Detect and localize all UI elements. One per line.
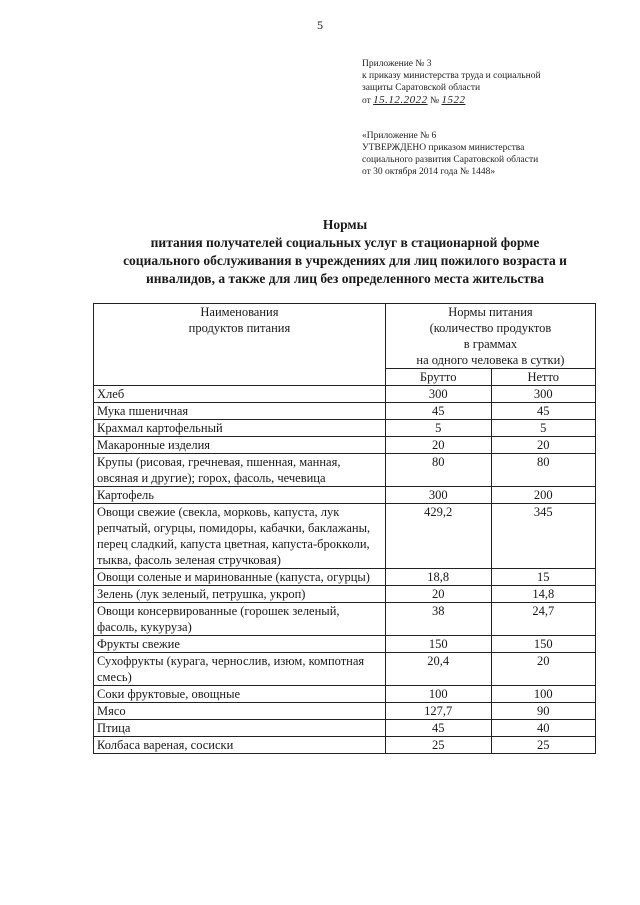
header-norms bbox=[385, 304, 595, 369]
product-name-cell: Макаронные изделия bbox=[94, 437, 386, 454]
brutto-cell: 18,8 bbox=[385, 569, 491, 586]
brutto-cell: 429,2 bbox=[385, 504, 491, 569]
brutto-cell: 100 bbox=[385, 686, 491, 703]
table-row bbox=[94, 603, 596, 636]
table-row bbox=[94, 653, 596, 686]
order-number: 1522 bbox=[441, 94, 466, 106]
brutto-cell: 5 bbox=[385, 420, 491, 437]
netto-cell: 20 bbox=[491, 653, 596, 686]
brutto-cell: 150 bbox=[385, 636, 491, 653]
netto-cell: 15 bbox=[491, 569, 596, 586]
header-text: продуктов питания bbox=[188, 321, 291, 335]
product-name-cell: Мясо bbox=[94, 703, 386, 720]
table-row bbox=[94, 403, 596, 420]
order-date: 15.12.2022 bbox=[373, 94, 428, 106]
appendix-original-block bbox=[362, 130, 538, 178]
brutto-cell: 20 bbox=[385, 437, 491, 454]
title-line: инвалидов, а также для лиц без определенного места жительства bbox=[145, 271, 545, 286]
date-prefix: от bbox=[362, 96, 371, 106]
appendix-line: к приказу министерства труда и социальной bbox=[362, 71, 541, 81]
netto-cell: 100 bbox=[491, 686, 596, 703]
netto-cell: 20 bbox=[491, 437, 596, 454]
netto-cell: 300 bbox=[491, 386, 596, 403]
netto-cell: 25 bbox=[491, 737, 596, 754]
table-body bbox=[94, 386, 596, 754]
netto-cell: 345 bbox=[491, 504, 596, 569]
appendix-line: защиты Саратовской области bbox=[362, 83, 481, 93]
appendix-date-line bbox=[362, 94, 541, 107]
product-name-cell: Колбаса вареная, сосиски bbox=[94, 737, 386, 754]
product-name-cell: Картофель bbox=[94, 487, 386, 504]
page-number: 5 bbox=[317, 18, 323, 32]
netto-cell: 200 bbox=[491, 487, 596, 504]
netto-cell: 24,7 bbox=[491, 603, 596, 636]
product-name-cell: Соки фруктовые, овощные bbox=[94, 686, 386, 703]
netto-cell: 40 bbox=[491, 720, 596, 737]
appendix-line: Приложение № 3 bbox=[362, 59, 432, 69]
header-text: (количество продуктов bbox=[429, 321, 552, 335]
netto-cell: 45 bbox=[491, 403, 596, 420]
product-name-cell: Хлеб bbox=[94, 386, 386, 403]
table-row bbox=[94, 703, 596, 720]
header-text: Наименования bbox=[200, 305, 279, 319]
brutto-cell: 80 bbox=[385, 454, 491, 487]
document-title bbox=[90, 216, 600, 288]
netto-cell: 5 bbox=[491, 420, 596, 437]
product-name-cell: Сухофрукты (курага, чернослив, изюм, компотная смесь) bbox=[94, 653, 386, 686]
brutto-cell: 38 bbox=[385, 603, 491, 636]
product-name-cell: Мука пшеничная bbox=[94, 403, 386, 420]
product-name-cell: Овощи свежие (свекла, морковь, капуста, лук репчатый, огурцы, помидоры, кабачки, баклажаны, перец сладкий, капуста цветная, капуста-брокколи, тыква, фасоль зеленая стручковая) bbox=[94, 504, 386, 569]
table-row bbox=[94, 420, 596, 437]
table-row bbox=[94, 487, 596, 504]
product-name-cell: Овощи консервированные (горошек зеленый, фасоль, кукуруза) bbox=[94, 603, 386, 636]
number-prefix: № bbox=[430, 96, 440, 106]
title-line: социального обслуживания в учреждениях для лиц пожилого возраста и bbox=[123, 253, 567, 268]
brutto-cell: 45 bbox=[385, 720, 491, 737]
table-row bbox=[94, 737, 596, 754]
table-row bbox=[94, 586, 596, 603]
nutrition-norms-table bbox=[93, 303, 596, 754]
brutto-cell: 45 bbox=[385, 403, 491, 420]
appendix-current-block bbox=[362, 58, 541, 107]
header-text: Нормы питания bbox=[448, 305, 533, 319]
header-brutto: Брутто bbox=[385, 369, 491, 386]
netto-cell: 80 bbox=[491, 454, 596, 487]
brutto-cell: 20 bbox=[385, 586, 491, 603]
brutto-cell: 127,7 bbox=[385, 703, 491, 720]
header-text: на одного человека в сутки) bbox=[416, 353, 565, 367]
table-row bbox=[94, 569, 596, 586]
brutto-cell: 300 bbox=[385, 386, 491, 403]
brutto-cell: 300 bbox=[385, 487, 491, 504]
netto-cell: 14,8 bbox=[491, 586, 596, 603]
product-name-cell: Фрукты свежие bbox=[94, 636, 386, 653]
table-row bbox=[94, 437, 596, 454]
header-netto: Нетто bbox=[491, 369, 596, 386]
table-row bbox=[94, 720, 596, 737]
appendix-line: УТВЕРЖДЕНО приказом министерства bbox=[362, 143, 525, 153]
header-text: в граммах bbox=[463, 337, 518, 351]
header-product-name bbox=[94, 304, 386, 386]
netto-cell: 150 bbox=[491, 636, 596, 653]
title-line: Нормы bbox=[322, 217, 368, 232]
brutto-cell: 20,4 bbox=[385, 653, 491, 686]
product-name-cell: Крахмал картофельный bbox=[94, 420, 386, 437]
table-row bbox=[94, 386, 596, 403]
appendix-line: «Приложение № 6 bbox=[362, 131, 437, 141]
table-row bbox=[94, 504, 596, 569]
table-row bbox=[94, 636, 596, 653]
product-name-cell: Овощи соленые и маринованные (капуста, огурцы) bbox=[94, 569, 386, 586]
product-name-cell: Крупы (рисовая, гречневая, пшенная, манная, овсяная и другие); горох, фасоль, чечевица bbox=[94, 454, 386, 487]
product-name-cell: Зелень (лук зеленый, петрушка, укроп) bbox=[94, 586, 386, 603]
table-row bbox=[94, 686, 596, 703]
appendix-line: от 30 октября 2014 года № 1448» bbox=[362, 167, 496, 177]
netto-cell: 90 bbox=[491, 703, 596, 720]
product-name-cell: Птица bbox=[94, 720, 386, 737]
table-row bbox=[94, 454, 596, 487]
title-line: питания получателей социальных услуг в стационарной форме bbox=[150, 235, 540, 250]
brutto-cell: 25 bbox=[385, 737, 491, 754]
appendix-line: социального развития Саратовской области bbox=[362, 155, 539, 165]
